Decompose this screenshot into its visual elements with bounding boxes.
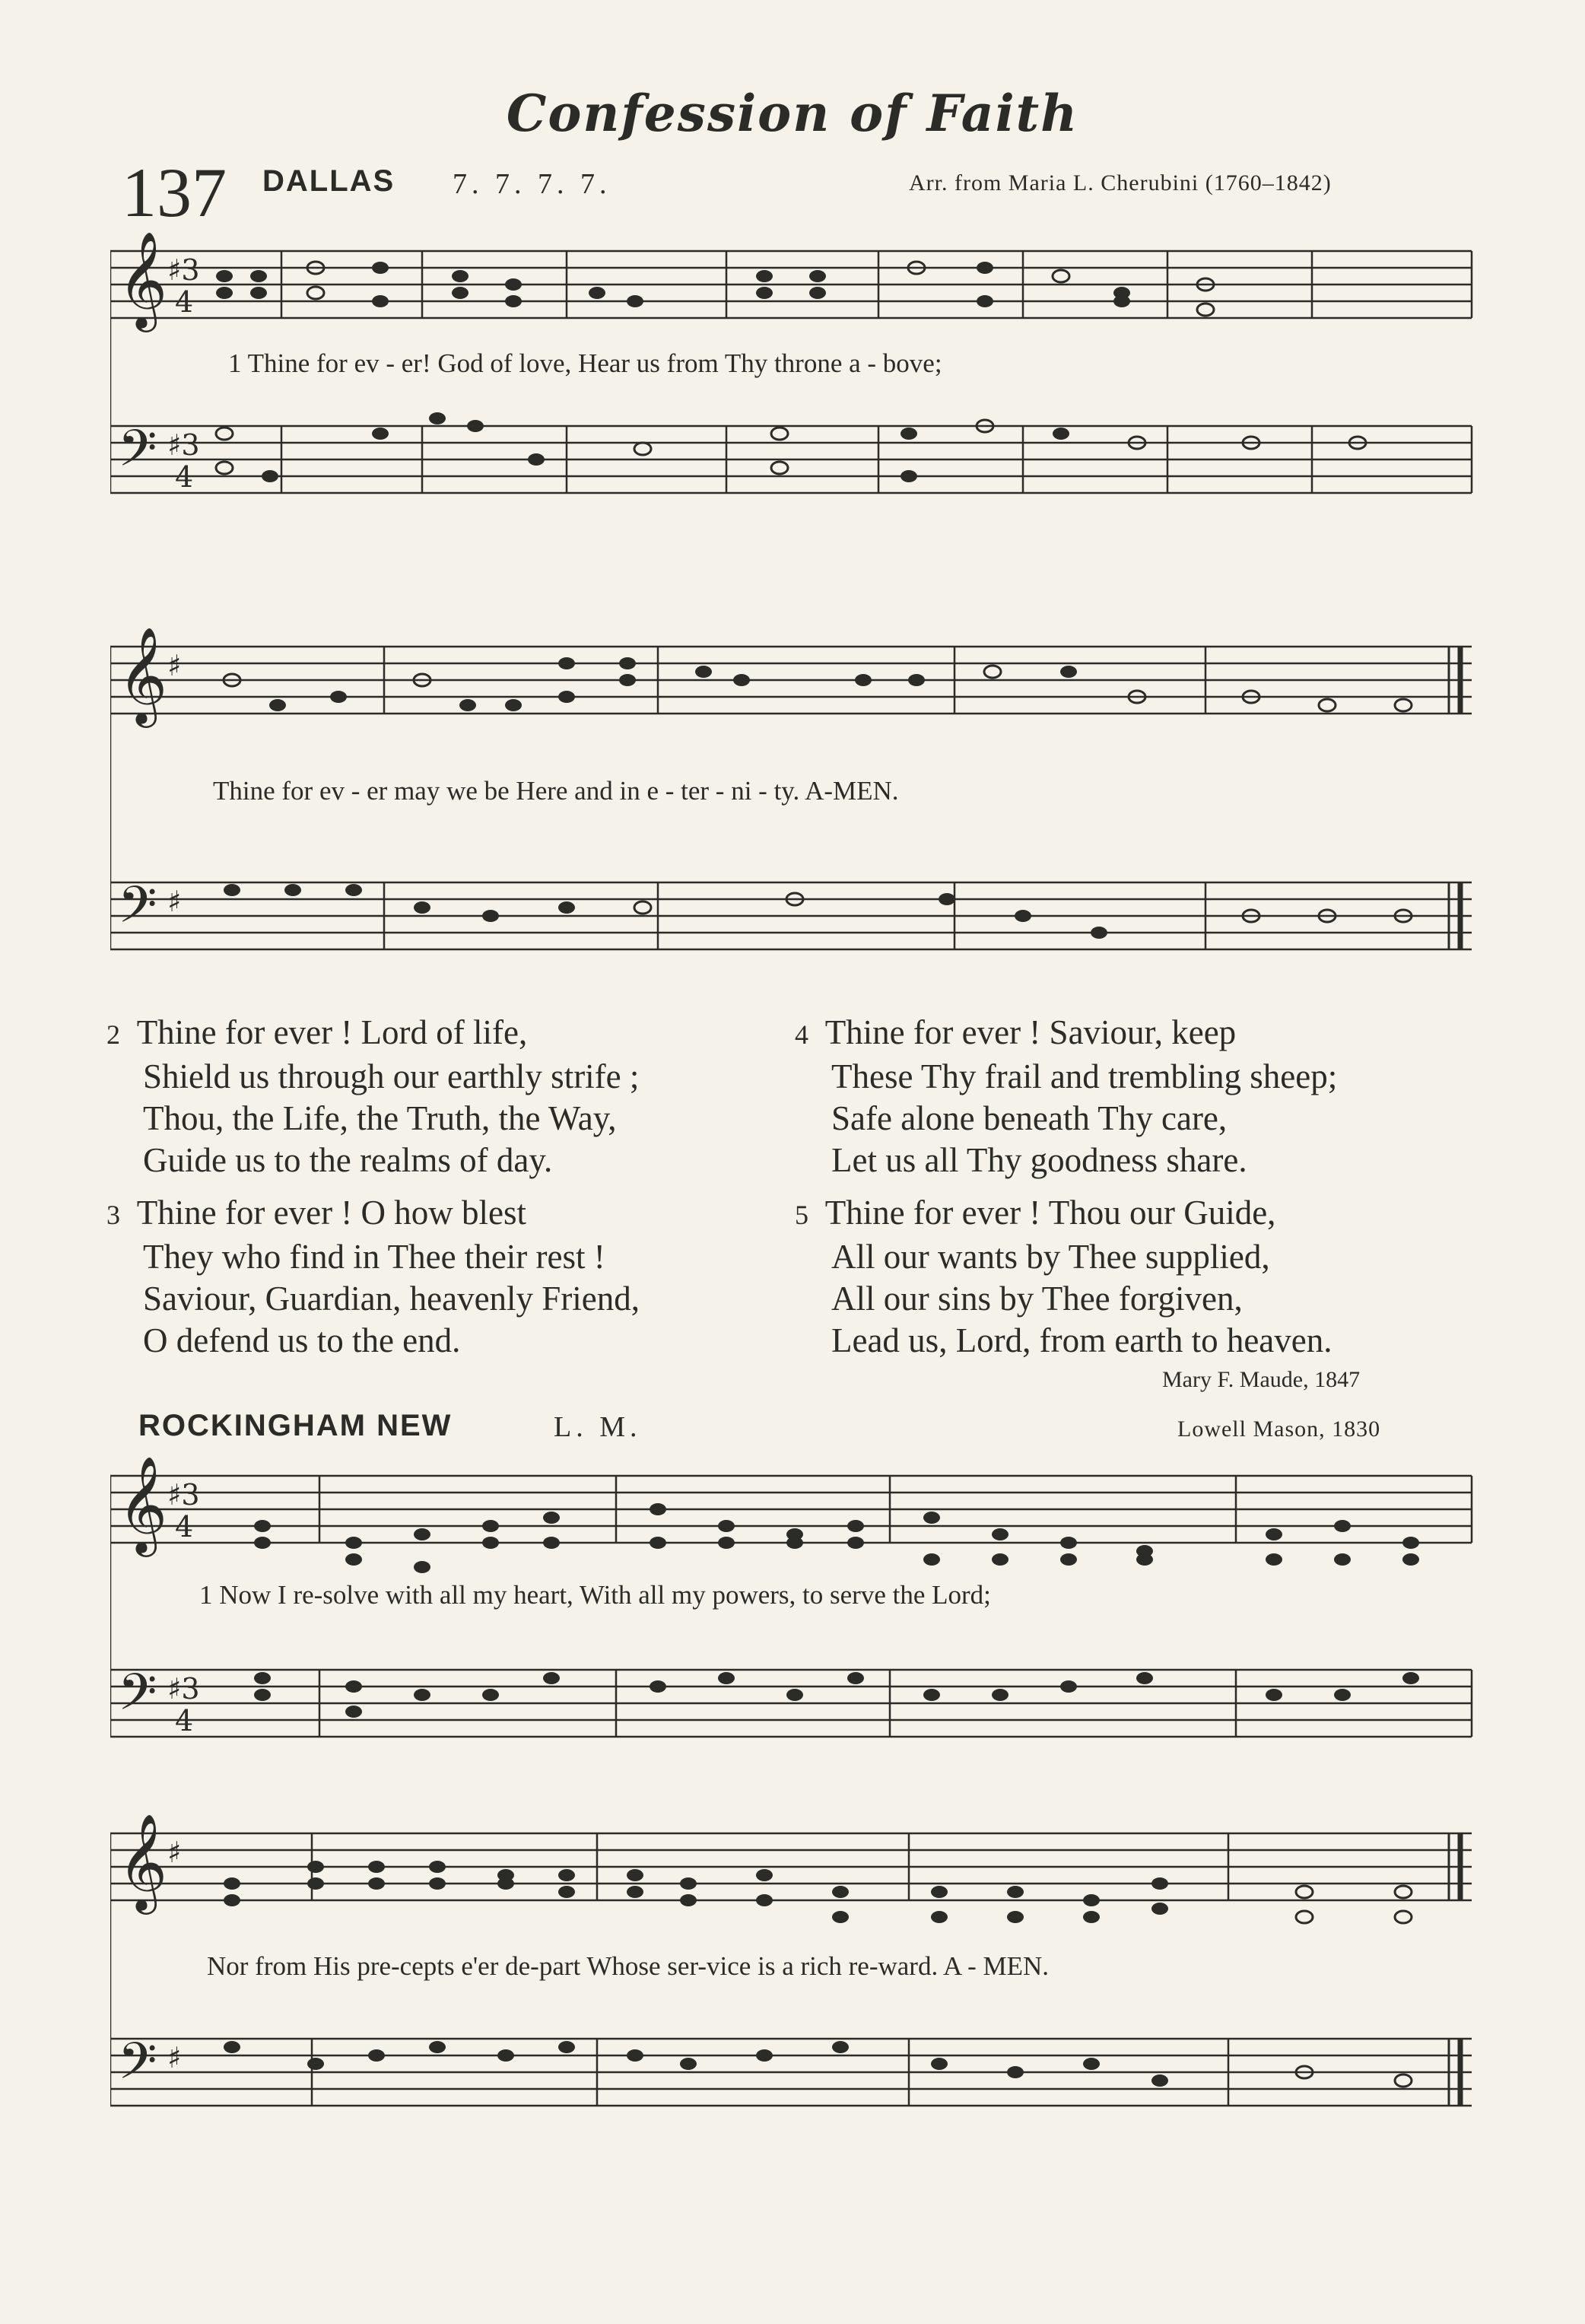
verse-5: [795, 1192, 1555, 1362]
verse-line: Let us all Thy goodness share.: [831, 1141, 1247, 1179]
composer-rockingham: Lowell Mason, 1830: [1177, 1416, 1381, 1442]
svg-text:𝄢: 𝄢: [118, 419, 157, 490]
tune-name-rockingham: ROCKINGHAM NEW: [138, 1409, 453, 1442]
verse-line: All our wants by Thee supplied,: [831, 1238, 1270, 1276]
verse-line: Safe alone beneath Thy care,: [831, 1099, 1228, 1137]
verse-line: Thine for ever ! Thou our Guide,: [824, 1194, 1276, 1232]
verse-line: They who find in Thee their rest !: [143, 1238, 605, 1276]
svg-text:𝄢: 𝄢: [118, 876, 157, 946]
verse-2: [106, 1012, 791, 1181]
svg-text:♯: ♯: [167, 2041, 182, 2074]
verse-line: O defend us to the end.: [143, 1321, 461, 1359]
verse-line: Saviour, Guardian, heavenly Friend,: [143, 1280, 640, 1318]
svg-text:𝄢: 𝄢: [118, 2032, 157, 2103]
verse-number: 2: [106, 1019, 120, 1050]
meter-rockingham: L. M.: [554, 1411, 642, 1443]
verse-line: Guide us to the realms of day.: [143, 1141, 553, 1179]
verse-3: [106, 1192, 791, 1362]
verse-number: 3: [106, 1200, 120, 1230]
tune-name-dallas: DALLAS: [262, 164, 395, 198]
verse-number: 5: [795, 1200, 808, 1230]
svg-text:4: 4: [175, 460, 194, 494]
svg-text:♯3: ♯3: [167, 1672, 200, 1706]
svg-text:𝄞: 𝄞: [118, 626, 168, 723]
verse-number: 4: [795, 1019, 808, 1050]
svg-text:𝄞: 𝄞: [118, 1455, 168, 1553]
svg-text:4: 4: [175, 1510, 194, 1544]
svg-text:𝄞: 𝄞: [118, 1813, 168, 1910]
lyrics-dallas-line-2: Thine for ev - er may we be Here and in e - ter - ni - ty. A-MEN.: [213, 776, 899, 806]
music-system-dallas-1: [110, 228, 1475, 548]
lyrics-rockingham-line-1: 1 Now I re-solve with all my heart, With all my powers, to serve the Lord;: [199, 1580, 991, 1610]
verse-4: [795, 1012, 1555, 1181]
svg-text:♯: ♯: [167, 885, 182, 918]
verse-line: These Thy frail and trembling sheep;: [831, 1057, 1338, 1095]
svg-text:♯: ♯: [167, 649, 182, 682]
author-credit: Mary F. Maude, 1847: [1162, 1367, 1361, 1392]
page-title: Confession of Faith: [506, 84, 1079, 143]
verse-line: Shield us through our earthly strife ;: [143, 1057, 640, 1095]
hymn-number: 137: [122, 154, 227, 231]
svg-text:♯3: ♯3: [167, 428, 200, 462]
svg-text:4: 4: [175, 285, 194, 319]
lyrics-rockingham-line-2: Nor from His pre-cepts e'er de-part Whose ser-vice is a rich re-ward. A - MEN.: [207, 1951, 1050, 1981]
verse-line: Thine for ever ! Saviour, keep: [824, 1013, 1237, 1051]
svg-text:𝄞: 𝄞: [118, 230, 168, 328]
verse-line: Thine for ever ! O how blest: [136, 1194, 527, 1232]
verse-line: Thou, the Life, the Truth, the Way,: [143, 1099, 617, 1137]
verse-line: Thine for ever ! Lord of life,: [136, 1013, 528, 1051]
svg-text:𝄢: 𝄢: [118, 1663, 157, 1734]
meter-dallas: 7. 7. 7. 7.: [453, 168, 611, 200]
lyrics-dallas-line-1: 1 Thine for ev - er! God of love, Hear us from Thy throne a - bove;: [228, 348, 942, 378]
svg-text:♯3: ♯3: [167, 253, 200, 287]
svg-text:4: 4: [175, 1704, 194, 1737]
svg-text:♯: ♯: [167, 1836, 182, 1869]
svg-text:♯3: ♯3: [167, 1478, 200, 1512]
verse-line: All our sins by Thee forgiven,: [831, 1280, 1243, 1318]
composer-dallas: Arr. from Maria L. Cherubini (1760–1842): [909, 170, 1332, 196]
verse-line: Lead us, Lord, from earth to heaven.: [831, 1321, 1332, 1359]
